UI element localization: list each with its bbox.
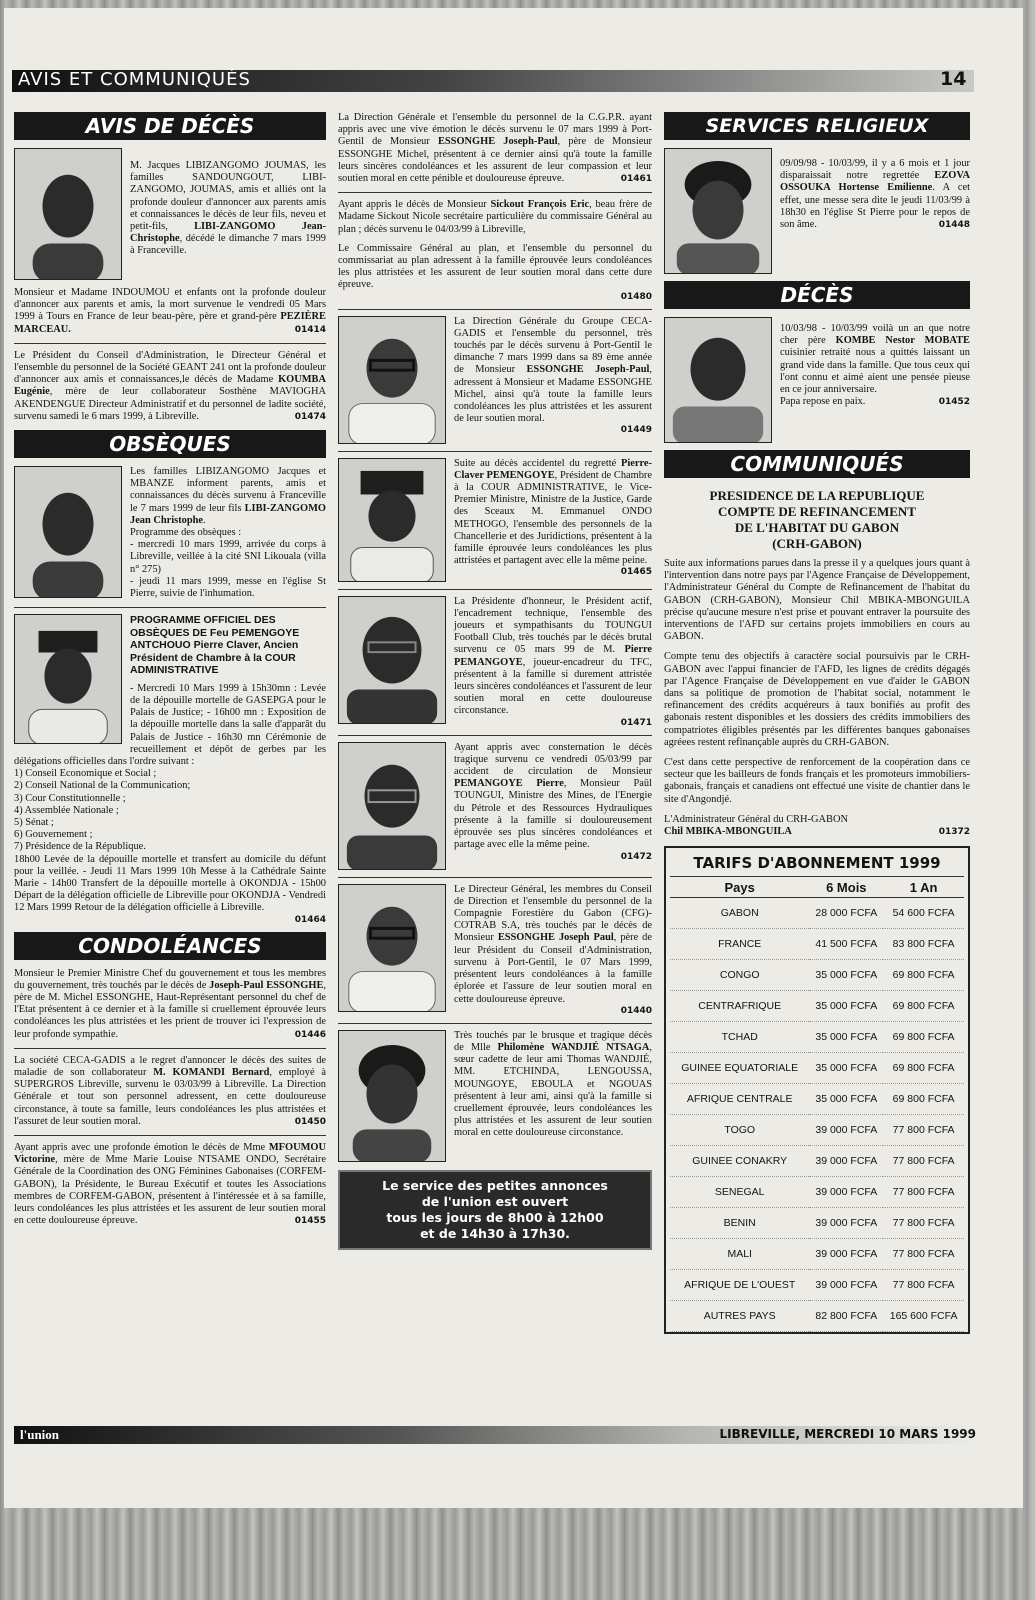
table-row [670,928,964,959]
notice-cgpr: La Direction Générale et l'ensemble du personnel de la C.G.P.R. ayant appris avec une vive émotion le décès survenu le 07 mars 1999 à Port-Gentil de Monsieur ESSONGHE Joseph-Paul, père de Monsieur ESSONGHE Michel, présentent à ce dernier ainsi qu'à toute la famille leurs sincères condoléances et les assurent de leur compassion et leur soutien moral en cette pénible et douloureuse épreuve. 01461 [338,112,652,185]
one-year-price-cell: 69 800 FCFA [883,1083,964,1114]
country-cell: GUINEE CONAKRY [670,1145,809,1176]
table-row [670,959,964,990]
six-month-price-cell: 35 000 FCFA [809,990,883,1021]
six-month-price-cell: 39 000 FCFA [809,1207,883,1238]
six-month-price-cell: 39 000 FCFA [809,1176,883,1207]
divider [14,607,326,608]
newspaper-page [4,8,1023,1508]
divider [14,1135,326,1136]
subscription-rates-title: TARIFS D'ABONNEMENT 1999 [670,852,964,877]
one-year-price-cell: 69 800 FCFA [883,990,964,1021]
notice-libizangomo: M. Jacques LIBIZANGOMO JOUMAS, les familles SANDOUNGOUT, LIBI-ZANGOMO, JOUMAS, amis et alliés ont la profonde douleur d'annoncer aux parents amis et connaissances le décès de leur fils, neveu et petit-fils, LIBI-ZANGOMO Jean-Christophe, décédé le dimanche 7 mars 1999 à Franceville. [14,148,326,280]
notice-sickout: Ayant appris le décès de Monsieur Sickout François Eric, beau frère de Madame Sickout Nicole secrétaire particulière du commissaire Général au plan ; décès survenu le 04/03/99 à Libreville, [338,199,652,235]
country-cell: GUINEE EQUATORIALE [670,1052,809,1083]
deces-heading: DÉCÈS [664,281,970,309]
divider [338,877,652,878]
six-month-price-cell: 41 500 FCFA [809,928,883,959]
six-month-price-cell: 39 000 FCFA [809,1145,883,1176]
section-title: AVIS ET COMMUNIQUÉS [18,69,251,90]
six-month-price-cell: 28 000 FCFA [809,897,883,928]
one-year-price-cell: 69 800 FCFA [883,959,964,990]
six-month-price-cell: 35 000 FCFA [809,1083,883,1114]
one-year-price-cell: 69 800 FCFA [883,1052,964,1083]
six-month-price-cell: 39 000 FCFA [809,1238,883,1269]
one-year-price-cell: 165 600 FCFA [883,1300,964,1331]
table-row [670,897,964,928]
country-cell: GABON [670,897,809,928]
six-month-price-cell: 39 000 FCFA [809,1269,883,1300]
notice-koumba: Le Président du Conseil d'Administration, le Directeur Général et l'ensemble du personnel de la Société GEANT 241 ont la profonde douleur d'annoncer aux amis et connaissances,le décès de Madame KOUMBA Eugénie, mère de leur collaborateur Sosthène MAVIOGHA AKENDENGUE Directeur Administratif et du personnel de ladite société, survenu samedi le 6 mars 1999, à Libreville. 01474 [14,349,326,422]
notice-condo-mfoumou: Ayant appris avec une profonde émotion le décès de Mme MFOUMOU Victorine, mère de Mme Marie Louise NTSAME ONDO, Secrétaire Générale de la Coordination des ONG Féminines Gabonaises (CORFEM-GABON), la Présidente, le Bureau Exécutif et toutes les Associations membres de CORFEM-GABON, présentent à l'intéressée et à sa famille, leurs condoléances les plus attristées et les assurent de leur soutien moral en cette douloureuse épreuve. 01455 [14,1142,326,1227]
country-cell: CONGO [670,959,809,990]
divider [338,589,652,590]
country-cell: AUTRES PAYS [670,1300,809,1331]
issue-date: LIBREVILLE, MERCREDI 10 MARS 1999 [719,1427,976,1441]
notice-toungui-fc: La Présidente d'honneur, le Président actif, l'encadrement technique, l'ensemble des joueurs et sympathisants du TOUNGUI Football Club, très touchés par le décès brutal survenu ce 05 mars 99 de M. Pierre PEMANGOYE, joueur-encadreur du TFC, présentent à la famille si durement attristée leurs sincères condoléances et l'assurent de leur soutien moral en cette douloureuse circonstance. 01471 [338,596,652,728]
condoleances-heading: CONDOLÉANCES [14,932,326,960]
portrait-photo [338,458,446,582]
portrait-photo [338,596,446,724]
notice-cfg-cotrab: Le Directeur Général, les membres du Conseil de Direction et l'ensemble du personnel de la Compagnie Forestière du Gabon (CFG)-COTRAB S.A, très touchés par le décès de Monsieur ESSONGHE Joseph Paul, père de leur Président du Conseil d'Administration, survenu à Port-Gentil, le 07 Mars 1999, présentent leurs condoléances à la famille éplorée et l'assure de leur soutien moral en cette douloureuse épreuve. 01440 [338,884,652,1016]
subscription-rates-box [664,846,970,1334]
one-year-price-cell: 77 800 FCFA [883,1207,964,1238]
portrait-photo [664,317,772,443]
one-year-price-cell: 69 800 FCFA [883,1021,964,1052]
notice-justice: Suite au décès accidentel du regretté Pierre-Claver PEMENGOYE, Président de Chambre à la COUR ADMINISTRATIVE, le Vice-Premier Ministre, Ministre de la Justice, Garde des Sceaux M. Emmanuel ONDO METHOGO, l'ensemble des personnels de la Chancellerie et des Juridictions, présentent à la famille éprouvée leurs condoléances les plus attristées et partagent avec elle la même peine. 01465 [338,458,652,582]
one-year-price-cell: 77 800 FCFA [883,1238,964,1269]
six-month-price-cell: 82 800 FCFA [809,1300,883,1331]
notice-condo-essonghe: Monsieur le Premier Ministre Chef du gouvernement et tous les membres du gouvernement, très touchés par le décès de Joseph-Paul ESSONGHE, père de M. Michel ESSONGHE, Haut-Représentant personnel du chef de l'Etat présentent à ce dernier et à la famille si cruellement éprouvée leurs condoléances les plus attristées et les prient de trouver ici l'expression de leur profonde sympathie. 01446 [14,967,326,1040]
notice-ministre-mines: Ayant appris avec consternation le décès tragique survenu ce vendredi 05/03/99 par accident de circulation de Monsieur PEMANGOYE Pierre, Monsieur Paûl TOUNGUI, Ministre des Mines, de l'Energie du Pétrole et des Ressources Hydrauliques présente à la famille si douloureusement éprouvée ses plus sincères condoléances et partage avec elle la même peine. 01472 [338,742,652,870]
table-row [670,1300,964,1331]
communiques-heading: COMMUNIQUÉS [664,450,970,478]
country-cell: SENEGAL [670,1176,809,1207]
portrait-photo [338,742,446,870]
portrait-photo [338,1030,446,1162]
table-row [670,1052,964,1083]
table-row [670,990,964,1021]
notice-programme-pemengoye: PROGRAMME OFFICIEL DES OBSÈQUES DE Feu PEMENGOYE ANTCHOUO Pierre Claver, Ancien Président de Chambre à la COUR ADMINISTRATIVE - Mercredi 10 Mars 1999 à 15h30mn : Levée de la dépouille mortelle de GASEPGA pour le Palais de Justice; - 16h00 mn : Exposition de la dépouille mortelle dans la salle d'apparât du Palais de Justice - 16h30 mn Cérémonie de recueillement et dépôt de gerbes par les délégations officielles dans l'ordre suivant : 1) Conseil Economique et Social ; 2) Conseil National de la Communication; 3) Cour Constitutionnelle ; 4) Assemblée Nationale ; 5) Sénat ; 6) Gouvernement ; 7) Présidence de la République. 18h00 Levée de la dépouille mortelle et transfert au domicile du défunt pour la veillée. - Jeudi 11 Mars 1999 10h Messe à la Cathédrale Sainte Marie - 14h00 Transfert de la dépouille mortelle à OKONDJA - 15h00 Départ de la délégation officielle de Libreville pour OKONDJA - Vendredi 12 Mars 1999 Retour de la délégation officielle à Libreville. 01464 [14,614,326,925]
notice-peziere: Monsieur et Madame INDOUMOU et enfants ont la profonde douleur d'annoncer aux parents et amis, la mort survenue le vendredi 05 Mars 1999 à Tours en France de leur beau-père, père et grand-père PEZIÈRE MARCEAU. 01414 [14,287,326,335]
page-number: 14 [940,68,967,90]
column-middle [338,112,652,1250]
portrait-photo [14,148,122,280]
divider [14,1048,326,1049]
country-cell: FRANCE [670,928,809,959]
column-right [664,112,970,1334]
portrait-photo [664,148,772,274]
country-cell: CENTRAFRIQUE [670,990,809,1021]
country-cell: AFRIQUE DE L'OUEST [670,1269,809,1300]
newspaper-logo: l'union [20,1427,60,1442]
country-cell: TCHAD [670,1021,809,1052]
column-left [14,112,326,1234]
notice-wandjie: Très touchés par le brusque et tragique décès de Mlle Philomène WANDJIÉ NTSAGA, sœur cadette de leur ami Thomas WANDJIÉ, MM. ETCHINDA, LENGOUSSA, MOUNGOYE, EBOULA et NGOUAS présentent à leur ami, ainsi qu'à la famille si cruellement éprouvée, leurs condoléances les plus attristées et les assurent de leur soutien moral en cette douloureuse circonstance. [338,1030,652,1162]
notice-ceca-gadis: La Direction Générale du Groupe CECA-GADIS et l'ensemble du personnel, très touchés par le décès survenu à Port-Gentil le dimanche 7 mars 1999 dans sa 89 ème année de Monsieur ESSONGHE Joseph-Paul, adressent à Monsieur et Madame ESSONGHE Michel, ainsi qu'à toute la famille leurs condoléances les plus attristées et les assurent de leur soutien moral. 01449 [338,316,652,444]
table-row [670,1114,964,1145]
table-row [670,1145,964,1176]
table-row [670,1269,964,1300]
table-header-row: Pays 6 Mois 1 An [670,877,964,897]
communique-crh-gabon: PRESIDENCE DE LA REPUBLIQUE COMPTE DE REFINANCEMENT DE L'HABITAT DU GABON (CRH-GABON) Suite aux informations parues dans la presse il y a quelques jours quant à l'intervention dans notre pays par l'Agence Française de Développement, l'Administrateur Général du Compte de Refinancement de l'habitat du GABON (CRH-GABON), Monsieur Chil MBIKA-MBONGUILA précise qu'aucune mesure n'est prise et pouvant entraver la poursuite des interventions de l'AFD sur certains projets immobiliers en cours au GABON. Compte tenu des objectifs à caractère social poursuivis par le CRH-GABON avec l'appui financier de l'AFD, les lignes de crédits dégagés par l'Agence Française de Développement en vue d'aider le GABON dans sa politique de promotion de l'habitat social, notamment le refinancement des crédits acquéreurs à taux bonifiés au profit des gabonais restent disponibles et les dossiers des crédits immobiliers des compatriotes éligibles présentés par les différentes banques gabonaises agréees restent refinançable auprès du CRH-GABON. C'est dans cette perspective de renforcement de la coopération dans ce secteur que les bailleurs de fonds français et les promoteurs immobiliers-gabonais, français et canadiens ont effectué une visite de chantier dans le site d'Angondjé. L'Administrateur Général du CRH-GABON Chil MBIKA-MBONGUILA 01372 [664,488,970,838]
table-row [670,1021,964,1052]
portrait-photo [338,316,446,444]
one-year-price-cell: 54 600 FCFA [883,897,964,928]
one-year-price-cell: 77 800 FCFA [883,1145,964,1176]
table-row [670,1083,964,1114]
one-year-price-cell: 83 800 FCFA [883,928,964,959]
obseques-heading: OBSÈQUES [14,430,326,458]
divider [338,451,652,452]
section-banner [12,70,974,92]
six-month-price-cell: 35 000 FCFA [809,1021,883,1052]
portrait-photo [338,884,446,1012]
portrait-photo [14,614,122,744]
divider [338,735,652,736]
notice-obseques-libizangomo: Les familles LIBIZANGOMO Jacques et MBANZE informent parents, amis et connaissances du décès survenu à Franceville le 7 mars 1999 de leur fils LIBI-ZANGOMO Jean Christophe. Programme des obsèques : - mercredi 10 mars 1999, arrivée du corps à Libreville, veillée à la cité SNI Likouala (villa n° 275) - jeudi 11 mars 1999, messe en l'église St Pierre, suivie de l'inhumation. [14,466,326,600]
notice-kombe: 10/03/98 - 10/03/99 voilà un an que notre cher père KOMBE Nestor MOBATE cuisinier retraité nous a quittés laissant un grand vide dans la famille. Que tous ceux qui l'ont connu et aimé aient une pensée pieuse en ce jour anniversaire. Papa repose en paix. 01452 [664,317,970,443]
six-month-price-cell: 35 000 FCFA [809,1052,883,1083]
page-footer [14,1426,976,1444]
one-year-price-cell: 77 800 FCFA [883,1176,964,1207]
country-cell: AFRIQUE CENTRALE [670,1083,809,1114]
one-year-price-cell: 77 800 FCFA [883,1269,964,1300]
divider [338,192,652,193]
classifieds-ad: Le service des petites annonces de l'union est ouvert tous les jours de 8h00 à 12h00 et de 14h30 à 17h30. [338,1170,652,1250]
notice-condo-komandi: La société CECA-GADIS a le regret d'annoncer le décès des suites de maladie de son collaborateur M. KOMANDI Bernard, employé à SUPERGROS Libreville, survenu le 03/03/99 à Libreville. La Direction Générale et tout son personnel adressent, en cette douloureuse circonstance, à toute sa famille, leurs condoléances les plus attristées et l'assuret de leur soutien moral. 01450 [14,1054,326,1127]
country-cell: TOGO [670,1114,809,1145]
services-religieux-heading: SERVICES RELIGIEUX [664,112,970,140]
country-cell: BENIN [670,1207,809,1238]
six-month-price-cell: 35 000 FCFA [809,959,883,990]
divider [338,1023,652,1024]
notice-ezova: 09/09/98 - 10/03/99, il y a 6 mois et 1 jour disparaissait notre regrettée EZOVA OSSOUKA Hortense Emilienne. A cet effet, une messe sera dite le jeudi 11/03/99 à 18h30 en l'église St Pierre pour le repos de son âme. 01448 [664,148,970,274]
table-row [670,1207,964,1238]
notice-commissaire: Le Commissaire Général au plan, et l'ensemble du personnel du commissariat au plan adressent à la famille éprouvée leurs condoléances les plus attristées et les assurent de leur soutien moral dans cette dure épreuve. 01480 [338,242,652,302]
avis-deces-heading: AVIS DE DÉCÈS [14,112,326,140]
six-month-price-cell: 39 000 FCFA [809,1114,883,1145]
divider [338,309,652,310]
divider [14,343,326,344]
subscription-rates-table [670,877,964,1332]
table-row [670,1176,964,1207]
table-row [670,1238,964,1269]
portrait-photo [14,466,122,598]
country-cell: MALI [670,1238,809,1269]
one-year-price-cell: 77 800 FCFA [883,1114,964,1145]
